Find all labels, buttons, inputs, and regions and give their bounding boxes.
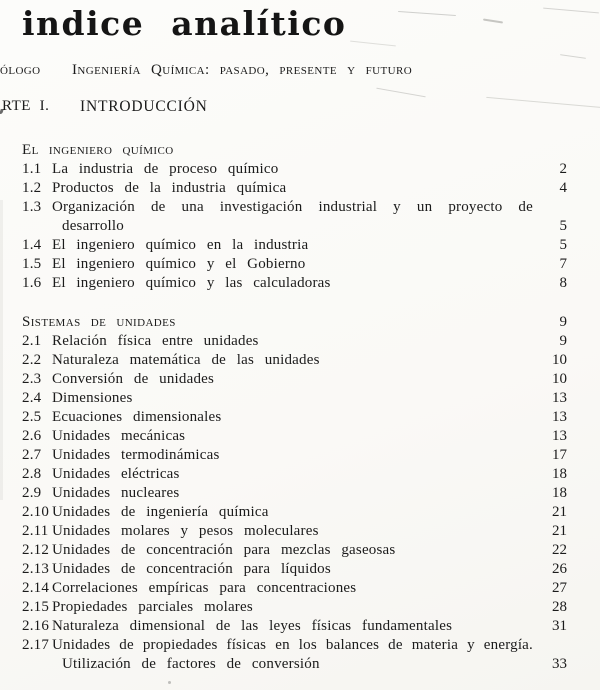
item-page-number: 18 [552,466,567,482]
item-number: 1.3 [22,199,42,215]
item-page-number: 10 [552,371,567,387]
prologue-label: ólogo [0,62,41,78]
toc-item-row [22,560,567,579]
item-title: Organización de una investigación industrial y un proyecto de [52,199,533,215]
part-label: RTE I. [2,98,50,114]
item-title: Ecuaciones dimensionales [52,409,222,425]
scan-artifact [398,11,456,16]
toc-item-row [22,541,567,560]
item-title: Unidades de propiedades físicas en los balances de materia y energía. [52,637,533,653]
part-title: INTRODUCCIÓN [80,98,208,115]
scan-artifact [560,54,586,59]
scan-artifact [483,18,503,23]
toc-item-row [22,465,567,484]
toc [22,141,567,674]
item-number: 2.10 [22,504,50,520]
item-number: 2.16 [22,618,50,634]
item-number: 1.5 [22,256,42,272]
item-number: 2.2 [22,352,42,368]
toc-item-row [22,617,567,636]
item-number: 2.14 [22,580,50,596]
toc-item-row [22,579,567,598]
scan-artifact [543,8,599,14]
item-title: Correlaciones empíricas para concentraciones [52,580,357,596]
item-title: Unidades de concentración para líquidos [52,561,331,577]
toc-item-row [22,217,567,236]
item-page-number: 17 [552,447,567,463]
item-page-number: 22 [552,542,567,558]
item-title: Unidades de ingeniería química [52,504,269,520]
scan-artifact [486,97,600,108]
item-title: Unidades de concentración para mezclas gaseosas [52,542,396,558]
item-page-number: 5 [559,237,567,253]
item-title: Relación física entre unidades [52,333,259,349]
item-page-number: 21 [552,523,567,539]
toc-item-row [22,598,567,617]
section-heading-row [22,313,567,332]
item-number: 1.4 [22,237,42,253]
item-title: Utilización de factores de conversión [62,656,320,672]
item-title: Unidades nucleares [52,485,180,501]
item-number: 2.15 [22,599,50,615]
item-number: 1.2 [22,180,42,196]
prologue-title: Ingeniería Química: pasado, presente y futuro [72,62,413,78]
item-title: desarrollo [62,218,124,234]
item-number: 1.1 [22,161,42,177]
item-title: Productos de la industria química [52,180,287,196]
toc-item-row [22,522,567,541]
toc-item-row [22,198,567,217]
item-number: 2.5 [22,409,42,425]
item-page-number: 13 [552,390,567,406]
item-page-number: 4 [559,180,567,196]
item-title: Unidades molares y pesos moleculares [52,523,319,539]
item-title: La industria de proceso químico [52,161,279,177]
toc-section [22,141,567,293]
item-title: Conversión de unidades [52,371,215,387]
toc-item-row [22,236,567,255]
item-number: 1.6 [22,275,42,291]
item-page-number: 8 [559,275,567,291]
toc-item-row [22,636,567,655]
toc-item-row [22,503,567,522]
item-number: 2.9 [22,485,42,501]
toc-item-row [22,655,567,674]
item-number: 2.12 [22,542,50,558]
item-number: 2.7 [22,447,42,463]
item-page-number: 13 [552,409,567,425]
scan-artifact [376,88,425,98]
item-number: 2.17 [22,637,50,653]
item-number: 2.13 [22,561,50,577]
item-number: 2.1 [22,333,42,349]
page-title: indice analítico [22,4,347,43]
item-page-number: 10 [552,352,567,368]
item-page-number: 18 [552,485,567,501]
toc-item-row [22,274,567,293]
item-title: Dimensiones [52,390,133,406]
toc-item-row [22,389,567,408]
toc-item-row [22,427,567,446]
item-page-number: 28 [552,599,567,615]
item-title: Propiedades parciales molares [52,599,253,615]
item-title: El ingeniero químico y el Gobierno [52,256,306,272]
toc-item-row [22,484,567,503]
toc-item-row [22,332,567,351]
scan-artifact [350,41,396,47]
item-page-number: 7 [559,256,567,272]
item-page-number: 31 [552,618,567,634]
item-page-number: 33 [552,656,567,672]
toc-item-row [22,408,567,427]
toc-item-row [22,446,567,465]
section-page-number: 9 [559,314,567,330]
scan-dot-artifact [168,681,171,684]
scan-gutter-shadow [0,200,3,500]
item-page-number: 9 [559,333,567,349]
toc-item-row [22,351,567,370]
item-number: 2.8 [22,466,42,482]
item-number: 2.6 [22,428,42,444]
item-number: 2.3 [22,371,42,387]
item-number: 2.11 [22,523,49,539]
item-number: 2.4 [22,390,42,406]
item-title: Unidades eléctricas [52,466,180,482]
item-title: Naturaleza dimensional de las leyes físicas fundamentales [52,618,453,634]
item-title: El ingeniero químico en la industria [52,237,309,253]
section-heading: El ingeniero químico [22,142,174,158]
item-title: El ingeniero químico y las calculadoras [52,275,331,291]
item-page-number: 26 [552,561,567,577]
item-title: Unidades mecánicas [52,428,186,444]
section-heading: Sistemas de unidades [22,314,176,330]
toc-section [22,313,567,674]
item-title: Unidades termodinámicas [52,447,220,463]
item-title: Naturaleza matemática de las unidades [52,352,320,368]
item-page-number: 13 [552,428,567,444]
item-page-number: 5 [559,218,567,234]
item-page-number: 2 [559,161,567,177]
section-heading-row [22,141,567,160]
toc-item-row [22,179,567,198]
toc-item-row [22,255,567,274]
item-page-number: 21 [552,504,567,520]
toc-item-row [22,160,567,179]
item-page-number: 27 [552,580,567,596]
toc-item-row [22,370,567,389]
